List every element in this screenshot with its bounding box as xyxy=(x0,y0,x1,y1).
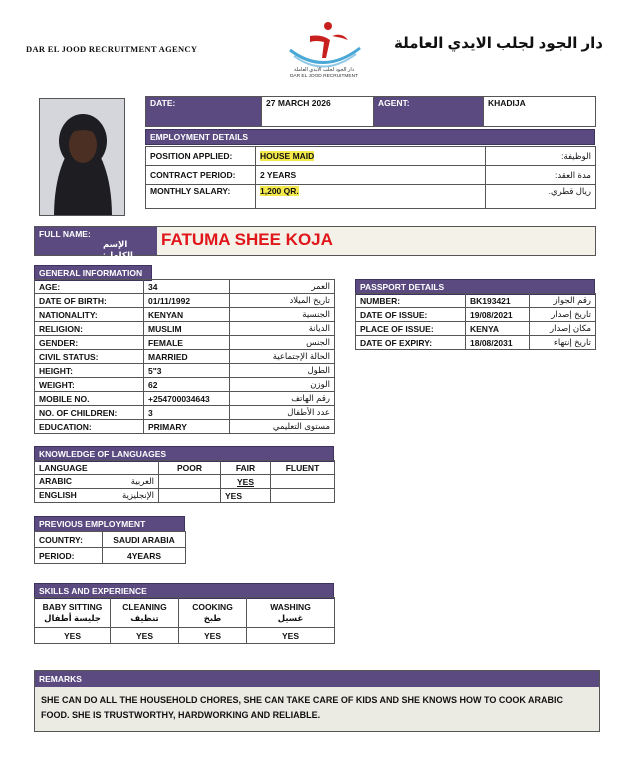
employment-details-header: EMPLOYMENT DETAILS xyxy=(145,129,595,145)
prev-country-label: COUNTRY: xyxy=(35,532,103,548)
row-label-ar: الطول xyxy=(230,364,335,378)
lang-col-fair: FAIR xyxy=(221,461,271,475)
skill-washing xyxy=(247,598,335,628)
full-name-row xyxy=(34,226,596,260)
row-label: NUMBER: xyxy=(356,294,466,308)
row-value: +254700034643 xyxy=(144,392,230,406)
passport-row xyxy=(356,294,596,308)
skill-name: WASHING xyxy=(270,601,311,612)
row-label-ar: الوزن xyxy=(230,378,335,392)
general-info-row xyxy=(35,350,335,364)
skill-name-ar: غسيل xyxy=(277,612,304,623)
skill-cooking xyxy=(179,598,247,628)
lang-name-ar: العربية xyxy=(130,476,154,486)
lang-fair-value: YES xyxy=(221,489,271,503)
position-label: POSITION APPLIED: xyxy=(146,147,256,166)
full-name-label: FULL NAME: xyxy=(39,229,91,239)
row-label-ar: تاريخ إصدار xyxy=(530,308,596,322)
skill-name: BABY SITTING xyxy=(42,601,103,612)
lang-name: ARABIC xyxy=(39,476,73,486)
row-label: DATE OF EXPIRY: xyxy=(356,336,466,350)
skill-name-ar: طبخ xyxy=(203,612,222,623)
row-label: PLACE OF ISSUE: xyxy=(356,322,466,336)
row-value: KENYA xyxy=(466,322,530,336)
row-label: AGE: xyxy=(35,280,144,294)
row-label: NATIONALITY: xyxy=(35,308,144,322)
remarks-section xyxy=(34,670,600,732)
salary-label: MONTHLY SALARY: xyxy=(146,185,256,209)
skill-name-ar: تنظيف xyxy=(130,612,159,623)
row-label: RELIGION: xyxy=(35,322,144,336)
row-value: 3 xyxy=(144,406,230,420)
general-info-row xyxy=(35,378,335,392)
date-value: 27 MARCH 2026 xyxy=(262,97,374,127)
prev-period-value: 4YEARS xyxy=(103,548,186,564)
skill-baby-sitting xyxy=(35,598,111,628)
prev-country-value: SAUDI ARABIA xyxy=(103,532,186,548)
row-value: 62 xyxy=(144,378,230,392)
row-label: CIVIL STATUS: xyxy=(35,350,144,364)
general-info-row xyxy=(35,336,335,350)
skill-value: YES xyxy=(247,628,335,644)
row-value: MARRIED xyxy=(144,350,230,364)
skill-value: YES xyxy=(35,628,111,644)
lang-poor-value xyxy=(159,489,221,503)
salary-value: 1,200 QR. xyxy=(260,186,299,196)
passport-row xyxy=(356,336,596,350)
row-label-ar: مكان إصدار xyxy=(530,322,596,336)
row-label-ar: الديانة xyxy=(230,322,335,336)
general-info-row xyxy=(35,280,335,294)
lang-name: ENGLISH xyxy=(39,490,77,500)
skills-table xyxy=(34,597,335,644)
row-label-ar: مستوى التعليمي xyxy=(230,420,335,434)
general-info-table xyxy=(34,279,335,434)
prev-period-label: PERIOD: xyxy=(35,548,103,564)
employment-details-table xyxy=(145,146,596,209)
row-label: EDUCATION: xyxy=(35,420,144,434)
row-value: BK193421 xyxy=(466,294,530,308)
lang-col-poor: POOR xyxy=(159,461,221,475)
passport-row xyxy=(356,308,596,322)
contract-label-ar: مدة العقد: xyxy=(486,166,596,185)
row-value: 34 xyxy=(144,280,230,294)
row-label: DATE OF ISSUE: xyxy=(356,308,466,322)
row-label-ar: الحالة الإجتماعية xyxy=(230,350,335,364)
general-info-row xyxy=(35,322,335,336)
languages-header: KNOWLEDGE OF LANGUAGES xyxy=(34,446,334,462)
row-label-ar: رقم الهاتف xyxy=(230,392,335,406)
languages-table xyxy=(34,460,335,503)
agency-name-en: DAR EL JOOD RECRUITMENT AGENCY xyxy=(26,44,198,54)
general-info-row xyxy=(35,406,335,420)
applicant-photo xyxy=(39,98,125,216)
previous-employment-table xyxy=(34,531,186,564)
lang-row-arabic xyxy=(35,475,159,489)
general-info-header: GENERAL INFORMATION xyxy=(34,265,152,281)
row-value: PRIMARY xyxy=(144,420,230,434)
general-info-row xyxy=(35,308,335,322)
skill-cleaning xyxy=(111,598,179,628)
remarks-header: REMARKS xyxy=(35,671,599,687)
row-label-ar: عدد الأطفال xyxy=(230,406,335,420)
row-label: GENDER: xyxy=(35,336,144,350)
skill-name: CLEANING xyxy=(122,601,167,612)
row-value: 5"3 xyxy=(144,364,230,378)
row-value: FEMALE xyxy=(144,336,230,350)
logo-english-text: DAR EL JOOD RECRUITMENT xyxy=(289,74,359,79)
general-info-row xyxy=(35,294,335,308)
general-info-row xyxy=(35,420,335,434)
lang-poor-value xyxy=(159,475,221,489)
row-label: MOBILE NO. xyxy=(35,392,144,406)
salary-label-ar: ريال قطري. xyxy=(486,185,596,209)
lang-name-ar: الإنجليزية xyxy=(121,490,154,500)
logo-arabic-text: دار الجود لجلب الايدي العاملة xyxy=(294,67,354,73)
row-label: WEIGHT: xyxy=(35,378,144,392)
date-agent-table xyxy=(145,96,596,127)
full-name-value: FATUMA SHEE KOJA xyxy=(161,230,333,249)
skills-header: SKILLS AND EXPERIENCE xyxy=(34,583,334,599)
skill-name-ar: جليسة أطفال xyxy=(44,612,101,623)
general-info-row xyxy=(35,364,335,378)
date-label: DATE: xyxy=(146,97,262,127)
lang-row-english xyxy=(35,489,159,503)
lang-fair-value: YES xyxy=(221,475,271,489)
row-label-ar: تاريخ إنتهاء xyxy=(530,336,596,350)
full-name-label-ar: الإسم الكامل: xyxy=(103,239,133,260)
agent-value: KHADIJA xyxy=(484,97,596,127)
lang-fluent-value xyxy=(271,475,335,489)
remarks-text: SHE CAN DO ALL THE HOUSEHOLD CHORES, SHE CAN TAKE CARE OF KIDS AND SHE KNOWS HOW TO COOK ARABIC FOOD. SHE IS TRUSTWORTHY, HARDWORKING AND RELIABLE. xyxy=(35,687,599,731)
row-value: KENYAN xyxy=(144,308,230,322)
passport-row xyxy=(356,322,596,336)
person-portrait-icon xyxy=(40,99,125,216)
row-label-ar: الجنس xyxy=(230,336,335,350)
row-label-ar: الجنسية xyxy=(230,308,335,322)
row-label-ar: العمر xyxy=(230,280,335,294)
contract-label: CONTRACT PERIOD: xyxy=(146,166,256,185)
row-value: 19/08/2021 xyxy=(466,308,530,322)
row-label: HEIGHT: xyxy=(35,364,144,378)
lang-fluent-value xyxy=(271,489,335,503)
position-label-ar: الوظيفة: xyxy=(486,147,596,166)
skill-value: YES xyxy=(179,628,247,644)
lang-col-language: LANGUAGE xyxy=(35,461,159,475)
contract-value: 2 YEARS xyxy=(256,166,486,185)
agency-name-ar: دار الجود لجلب الايدي العاملة xyxy=(393,35,603,52)
agent-label: AGENT: xyxy=(374,97,484,127)
lang-col-fluent: FLUENT xyxy=(271,461,335,475)
position-value: HOUSE MAID xyxy=(260,151,315,161)
row-value: 01/11/1992 xyxy=(144,294,230,308)
row-label: DATE OF BIRTH: xyxy=(35,294,144,308)
row-label: NO. OF CHILDREN: xyxy=(35,406,144,420)
passport-details-table xyxy=(355,293,596,350)
skill-value: YES xyxy=(111,628,179,644)
row-value: MUSLIM xyxy=(144,322,230,336)
skill-name: COOKING xyxy=(192,601,233,612)
row-label-ar: تاريخ الميلاد xyxy=(230,294,335,308)
general-info-row xyxy=(35,392,335,406)
previous-employment-header: PREVIOUS EMPLOYMENT xyxy=(34,516,185,532)
passport-details-header: PASSPORT DETAILS xyxy=(355,279,595,295)
row-label-ar: رقم الجواز xyxy=(530,294,596,308)
row-value: 18/08/2031 xyxy=(466,336,530,350)
